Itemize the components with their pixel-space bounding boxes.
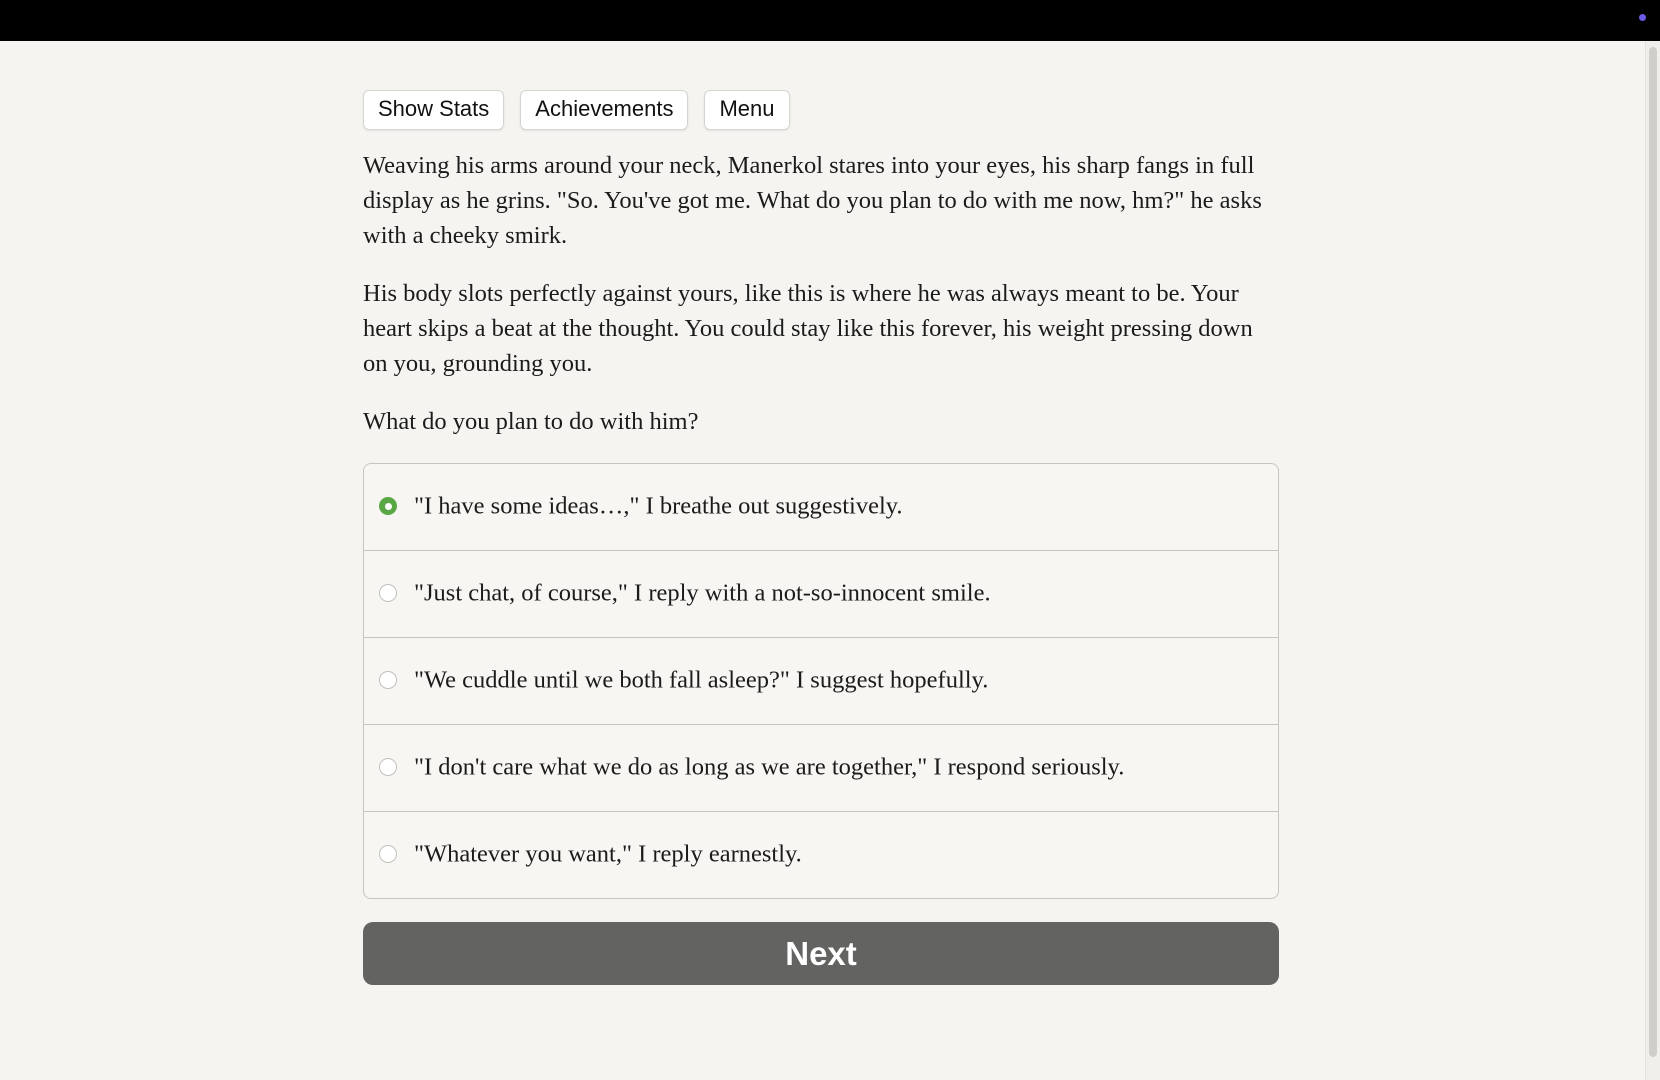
choice-prompt: What do you plan to do with him?: [363, 408, 699, 435]
story-paragraph: His body slots perfectly against yours, like this is where he was always meant to be. Your heart skips a beat at the thought. You could stay like this forever, his weight pressing down on you, grounding you.: [363, 280, 1253, 377]
radio-unselected-icon[interactable]: [379, 671, 397, 689]
choice-option-2[interactable]: [364, 550, 1278, 637]
choice-option-5[interactable]: [364, 811, 1278, 898]
top-bar: [0, 0, 1660, 41]
toolbar: [363, 90, 1279, 128]
next-button[interactable]: Next: [363, 922, 1279, 985]
choice-option-1[interactable]: [364, 464, 1278, 550]
achievements-button[interactable]: Achievements: [520, 90, 688, 130]
menu-button[interactable]: Menu: [704, 90, 789, 130]
radio-unselected-icon[interactable]: [379, 845, 397, 863]
choice-option-3[interactable]: [364, 637, 1278, 724]
radio-unselected-icon[interactable]: [379, 584, 397, 602]
choice-label: "I don't care what we do as long as we are together," I respond seriously.: [414, 753, 1125, 781]
show-stats-button[interactable]: Show Stats: [363, 90, 504, 130]
choice-label: "We cuddle until we both fall asleep?" I suggest hopefully.: [414, 666, 989, 694]
story-paragraph: Weaving his arms around your neck, Manerkol stares into your eyes, his sharp fangs in full display as he grins. "So. You've got me. What do you plan to do with me now, hm?" he asks with a cheeky smirk.: [363, 152, 1262, 249]
choice-list: [363, 463, 1279, 899]
choice-label: "Whatever you want," I reply earnestly.: [414, 840, 802, 868]
choice-label: "Just chat, of course," I reply with a not-so-innocent smile.: [414, 579, 991, 607]
choice-label: "I have some ideas…," I breathe out suggestively.: [414, 492, 903, 520]
radio-unselected-icon[interactable]: [379, 758, 397, 776]
status-dot-icon: [1639, 14, 1646, 21]
radio-selected-icon[interactable]: [379, 497, 397, 515]
choice-option-4[interactable]: [364, 724, 1278, 811]
scrollbar-thumb[interactable]: [1649, 47, 1657, 1057]
story-text: [363, 148, 1279, 439]
vertical-scrollbar[interactable]: [1645, 41, 1660, 1080]
game-content: [363, 90, 1279, 985]
